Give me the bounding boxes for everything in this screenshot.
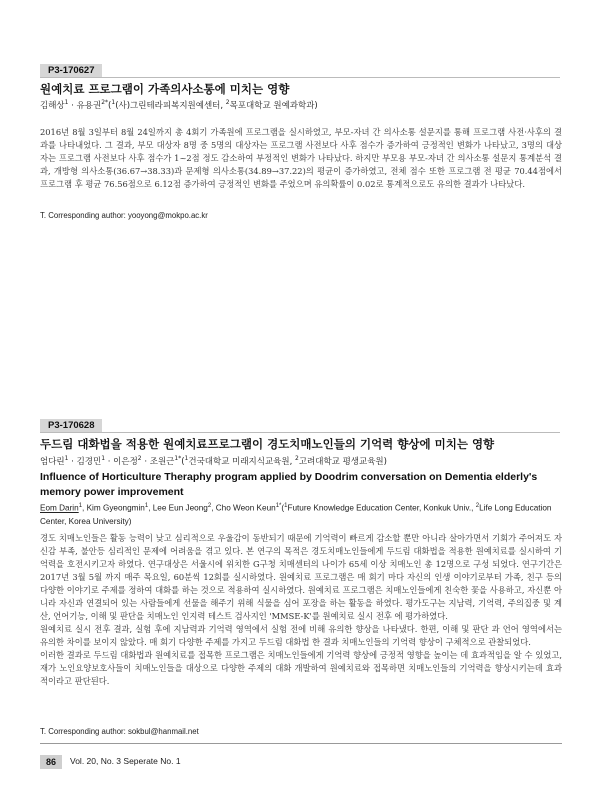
author-sup: 1 (64, 455, 69, 463)
author-name: 김해상 (40, 101, 65, 111)
affiliation: Future Knowledge Education Center, Konkuk Univ., (287, 503, 476, 513)
author-sup: 2* (101, 99, 109, 107)
affiliation-open: ( (181, 457, 185, 467)
abstract-rule (40, 432, 560, 433)
author-separator: · (68, 101, 77, 111)
author-sup: 1 (144, 503, 149, 509)
author-sup: 2 (207, 503, 212, 509)
body-paragraph: 2016년 8월 3일부터 8월 24일까지 총 4회기 가족원에 프로그램을 실시하였고, 부모-자녀 간 의사소통 설문지를 통해 프로그램 사전·사후의 결과를 나타내었다. 그 결과, 부모 대상자 8명 중 5명의 대상자는 프로그램 사전보다 사후 점수가 증가하여 긍정적인 변화가 나타났고, 3명의 대상자는 프로그램 사전보다 사후 점수가 1~2점 정도 감소하여 부정적인 변화가 나타났다. 하지만 부모용 부모-자녀 간 의사소통 설문지 통계분석 결과, 개방형 의사소통(36.67→38.33)과 문제형 의사소통(34.89→37.22)의 평균이 증가하였고, 전체 점수 또한 프로그램 전 평균 70.44점에서 프로그램 후 평균 76.56점으로 6.12점 증가하여 긍정적인 변화를 주었으며 유의확률이 0.02로 통계적으로도 유의한 결과가 나타났다. (40, 127, 562, 189)
affiliation: 건국대학교 미래지식교육원, (188, 457, 295, 467)
abstract-authors (40, 99, 560, 111)
author-name: 조원근 (149, 457, 175, 467)
abstract-code-tag: P3-170627 (40, 64, 102, 77)
abstract-rule (40, 77, 560, 78)
body-paragraph: 이러한 결과로 두드림 대화법과 원예치료를 접목한 프로그램은 치매노인들에게 기억력 향상에 긍정적 영향을 높이는 데 효과적임을 알 수 있었고, 재가 노인요양보호사들이 치매노인들을 대상으로 다양한 주제의 대화 개발하여 원예치료와 접목하면 치매노인들의 기억력을 향상시키는데 효과적이라고 판단된다. (40, 650, 562, 686)
author-name: 유용권 (76, 101, 102, 111)
affiliation-sup: 2 (475, 503, 480, 509)
author-name: 이은정 (113, 457, 138, 467)
abstract-title-english: Influence of Horticulture Theraphy program applied by Doodrim conversation on Dementia elderly's memory power improvement (40, 471, 538, 498)
author-name: Cho Weon Keun (215, 503, 276, 513)
author-separator: · (68, 457, 77, 467)
author-name: Lee Eun Jeong (152, 503, 208, 513)
author-sup: 1 (101, 455, 106, 463)
affiliation-sup: 2 (295, 455, 299, 463)
body-paragraph: 원예치료 실시 전후 결과, 실험 후에 지남력과 기억력 영역에서 실험 전에 비해 유의한 향상을 나타냈다. 한편, 이해 및 판단 과 언어 영역에서는 유의한 차이를 보이지 않았다. 매 회기 다양한 주제를 가지고 두드림 대화법 한 결과 치매노인들의 기억력 향상이 구체적으로 관찰되었다. (40, 624, 562, 647)
author-separator: · (105, 457, 114, 467)
author-sup: 1 (64, 99, 69, 107)
author-name: 엄다린 (40, 457, 65, 467)
affiliation-open: ( (108, 101, 112, 111)
affiliation: 고려대학교 평생교육원) (298, 457, 387, 467)
affiliation-sup: 2 (225, 99, 230, 107)
affiliation: Life Long Education Center, Korea University) (40, 503, 552, 526)
affiliation: 목포대학교 원예과학과) (229, 101, 318, 111)
author-separator: · (141, 457, 150, 467)
corresponding-author: T. Corresponding author: sokbul@hanmail.net (40, 727, 199, 736)
author-sup: 2 (137, 455, 142, 463)
author-name: Eom Darin (40, 503, 79, 513)
abstract-code-tag: P3-170628 (40, 419, 102, 432)
author-name: 김경민 (76, 457, 102, 467)
affiliation-sup: 1 (184, 455, 189, 463)
affiliation: (사)그린테라피복지원예센터, (115, 101, 226, 111)
author-sup: 1 (78, 503, 83, 509)
abstract-body (40, 126, 562, 191)
author-sup: 1* (275, 503, 282, 509)
affiliation-sup: 1 (284, 503, 288, 509)
affiliation-open: ( (281, 503, 285, 513)
page-number: 86 (40, 755, 62, 769)
journal-info: Vol. 20, No. 3 Seperate No. 1 (70, 756, 181, 766)
author-sup: 1* (174, 455, 182, 463)
abstract-title: 원예치료 프로그램이 가족의사소통에 미치는 영향 (40, 82, 290, 96)
corresponding-author: T. Corresponding author: yooyong@mokpo.ac.kr (40, 211, 208, 220)
abstract-body (40, 532, 562, 688)
abstract-authors (40, 455, 560, 467)
abstract-authors-english: Eom Darin$^1$, Kim Gyeongmin$^1$, Lee Eun Jeong$^2$, Cho Weon Keun$^{1*}$($^1$Future Knowledge Education Center, Konkuk Univ., $^2$Life Long Education Center, Korea University) (40, 503, 552, 526)
affiliation-sup: 1 (111, 99, 116, 107)
author-name: Kim Gyeongmin (86, 503, 145, 513)
body-paragraph: 경도 치매노인들은 활동 능력이 낮고 심리적으로 우울감이 동반되기 때문에 기억력이 빠르게 감소할 뿐만 아니라 살아가면서 기회가 주어져도 자신감 부족, 불안등 심리적인 문제에 어려움을 겪고 있다. 본 연구의 목적은 경도치매노인들에게 두드림 대화법을 적용한 원예치료를 실시하여 기억력을 호전시키고자 하였다. 연구대상은 서울시에 위치한 G구청 치매센터의 나이가 65세 이상 치매노인 총 12명으로 구성 되었다. 연구기간은 2017년 3월 5월 까지 매주 목요일, 60분씩 12회를 실시하였다. 원예치료 프로그램은 매 회기 마다 자신의 인생 이야기로부터 가족, 친구 등의 다양한 이야기로 주제를 정하여 대화를 하는 것으로 적용하여 실시하였다. 원예치료 프로그램은 치매노인들에게 친숙한 꽃을 사용하고, 자신뿐 아니라 자신과 연결되어 있는 사람들에게 선물을 해주기 위해 식물을 심어 포장을 하는 활동을 하였다. 평가도구는 지남력, 기억력, 주의집중 및 계산, 언어기능, 이해 및 판단을 치매노인 인지력 테스트 검사지인 'MMSE-K'를 원예치료 실시 전후 에 평가하였다. (40, 533, 562, 621)
footer-rule (40, 743, 562, 744)
abstract-title: 두드림 대화법을 적용한 원예치료프로그램이 경도치매노인들의 기억력 향상에 미치는 영향 (40, 437, 495, 451)
